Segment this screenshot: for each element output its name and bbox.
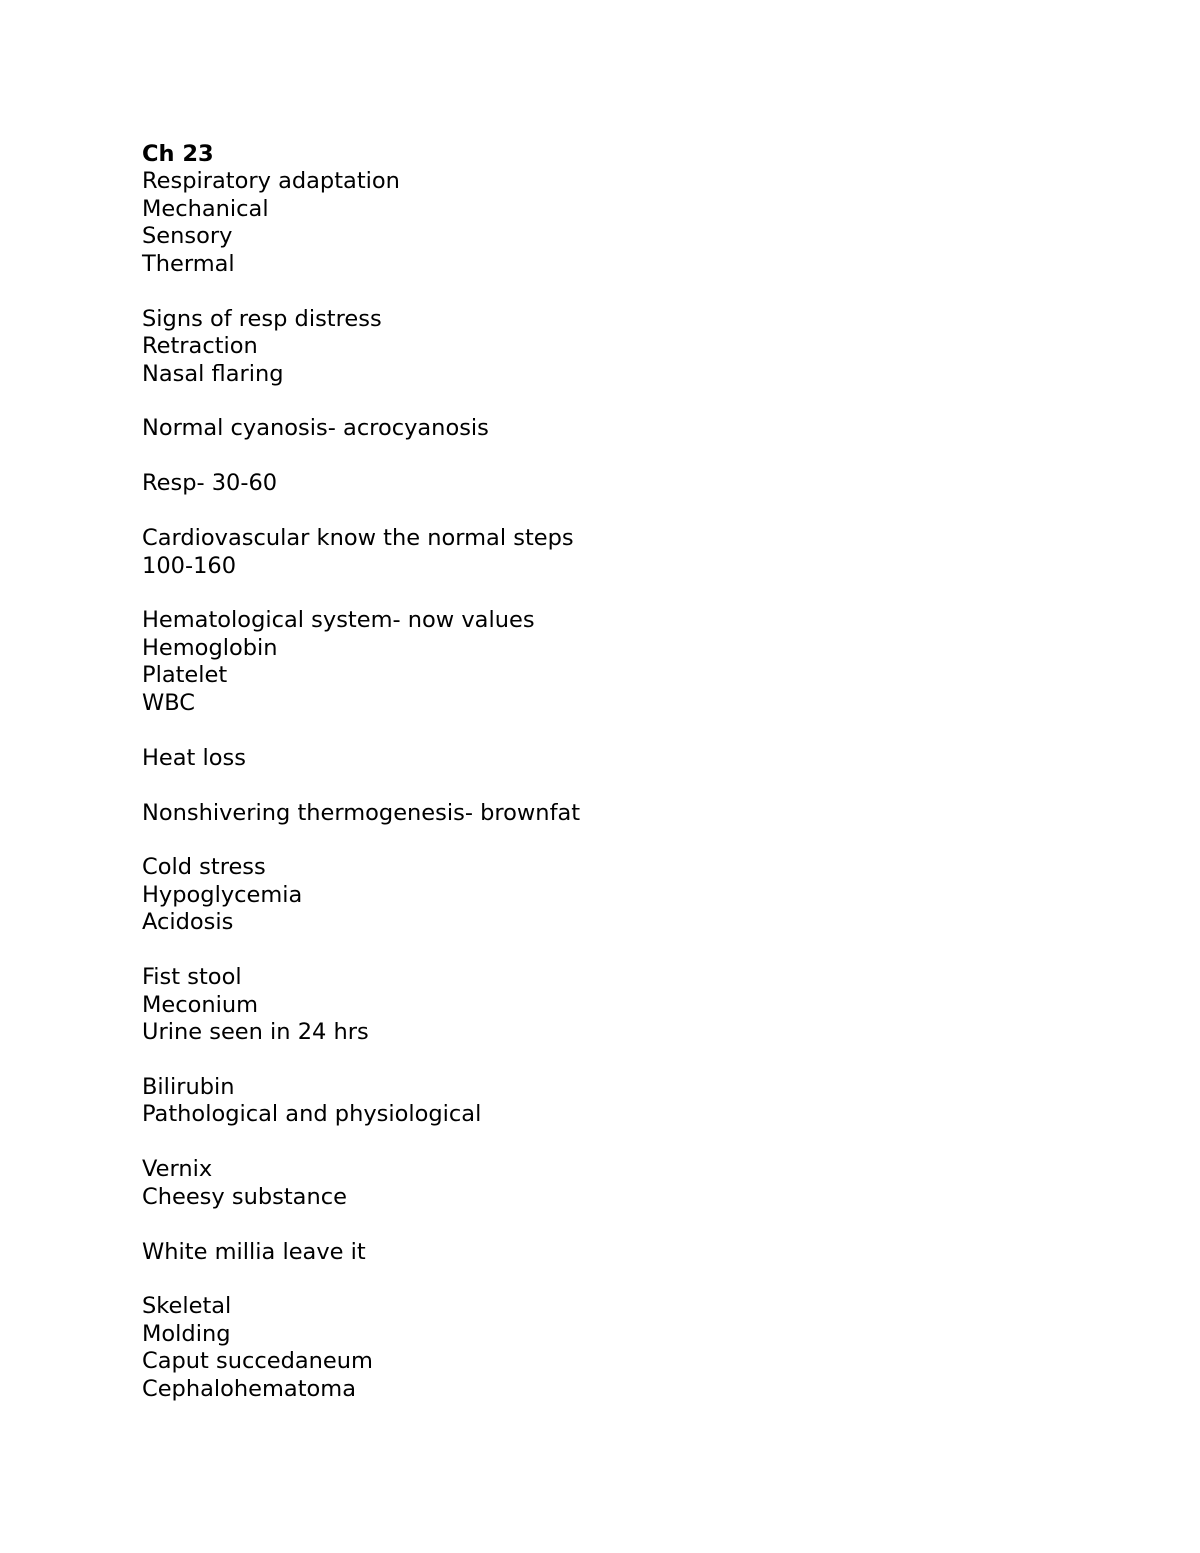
- section-cyanosis: [142, 415, 1042, 442]
- text-line: Signs of resp distress: [142, 305, 382, 332]
- paragraph-spacer: [142, 1046, 1042, 1073]
- text-line: Acidosis: [142, 909, 234, 936]
- paragraph-spacer: [142, 772, 1042, 799]
- text-line: Cephalohematoma: [142, 1375, 357, 1402]
- section-stool-urine: [142, 964, 1042, 1046]
- section-heat-loss: [142, 745, 1042, 772]
- paragraph-spacer: [142, 278, 1042, 305]
- text-line: Normal cyanosis- acrocyanosis: [142, 415, 489, 442]
- text-line: Retraction: [142, 333, 258, 360]
- text-line: WBC: [142, 689, 195, 716]
- paragraph-spacer: [142, 443, 1042, 470]
- text-line: Hemoglobin: [142, 634, 278, 661]
- text-line: 100-160: [142, 552, 237, 579]
- text-line: Resp- 30-60: [142, 470, 278, 497]
- text-line: Cold stress: [142, 854, 266, 881]
- text-line: Caput succedaneum: [142, 1348, 373, 1375]
- paragraph-spacer: [142, 388, 1042, 415]
- document-body: [142, 141, 1042, 1403]
- text-line: Nasal flaring: [142, 360, 284, 387]
- paragraph-spacer: [142, 1129, 1042, 1156]
- paragraph-spacer: [142, 717, 1042, 744]
- text-line: Heat loss: [142, 744, 246, 771]
- paragraph-spacer: [142, 1211, 1042, 1238]
- text-line: Platelet: [142, 662, 228, 689]
- section-thermogenesis: [142, 800, 1042, 827]
- text-line: Hematological system- now values: [142, 607, 535, 634]
- text-line: Skeletal: [142, 1293, 232, 1320]
- text-line: Fist stool: [142, 964, 242, 991]
- section-hematological: [142, 607, 1042, 717]
- text-line: Vernix: [142, 1156, 213, 1183]
- section-bilirubin: [142, 1074, 1042, 1129]
- text-line: Mechanical: [142, 195, 269, 222]
- text-line: Cardiovascular know the normal steps: [142, 525, 574, 552]
- text-line: Sensory: [142, 223, 233, 250]
- text-line: Thermal: [142, 250, 235, 277]
- text-line: White millia leave it: [142, 1238, 366, 1265]
- section-cold-stress: [142, 854, 1042, 936]
- paragraph-spacer: [142, 827, 1042, 854]
- section-cardiovascular: [142, 525, 1042, 580]
- section-resp-rate: [142, 470, 1042, 497]
- paragraph-spacer: [142, 580, 1042, 607]
- text-line: Cheesy substance: [142, 1183, 347, 1210]
- chapter-heading: Ch 23: [142, 141, 214, 167]
- section-respiratory-adaptation: [142, 168, 1042, 278]
- text-line: Bilirubin: [142, 1073, 235, 1100]
- text-line: Nonshivering thermogenesis- brownfat: [142, 799, 581, 826]
- section-skeletal: [142, 1293, 1042, 1403]
- section-vernix: [142, 1156, 1042, 1211]
- paragraph-spacer: [142, 937, 1042, 964]
- section-millia: [142, 1239, 1042, 1266]
- section-resp-distress: [142, 306, 1042, 388]
- paragraph-spacer: [142, 1266, 1042, 1293]
- text-line: Molding: [142, 1320, 231, 1347]
- text-line: Hypoglycemia: [142, 881, 303, 908]
- text-line: Pathological and physiological: [142, 1101, 482, 1128]
- text-line: Urine seen in 24 hrs: [142, 1019, 369, 1045]
- text-line: Meconium: [142, 991, 259, 1018]
- text-line: Respiratory adaptation: [142, 168, 400, 195]
- paragraph-spacer: [142, 498, 1042, 525]
